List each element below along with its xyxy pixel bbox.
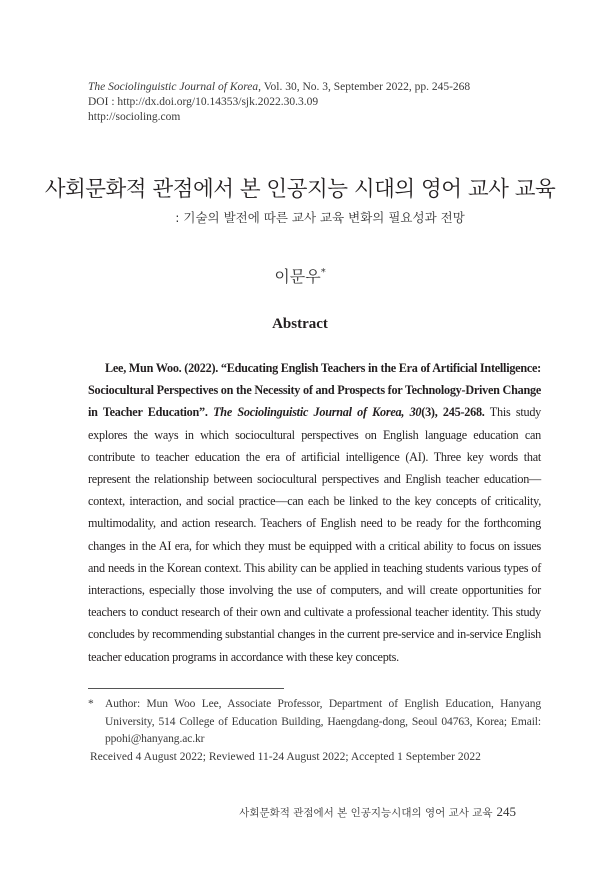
volume-info: , Vol. 30, No. 3, September 2022, pp. 245-268	[258, 81, 471, 93]
received-dates: Received 4 August 2022; Reviewed 11-24 August 2022; Accepted 1 September 2022	[90, 751, 481, 763]
journal-name: The Sociolinguistic Journal of Korea	[88, 81, 259, 93]
doi[interactable]: DOI : http://dx.doi.org/10.14353/sjk.2022.30.3.09	[88, 96, 319, 108]
abstract-text: This study explores the ways in which sociocultural perspectives on English language education can contribute to teacher education the era of artificial intelligence (AI). Three key words that represent the relationship between sociocultural perspectives and English teacher education—context, interaction, and social practice—can each be linked to the key concepts of criticality, multimodality, and action research. Teachers of English need to be ready for the forthcoming changes in the AI era, for which they must be equipped with a critical ability to focus on issues and needs in the Korean context. This ability can be applied in teaching students various types of interactions, especially those involving the use of computers, and will create opportunities for teachers to conduct research of their own and cultivate a professional teacher identity. This study concludes by recommending substantial changes in the current pre-service and in-service English teacher education programs in accordance with these key concepts.	[88, 405, 542, 664]
abstract-body	[88, 357, 541, 668]
journal-url[interactable]: http://socioling.com	[88, 111, 181, 123]
page-number: 245	[496, 804, 516, 819]
author	[0, 264, 600, 287]
abstract-heading: Abstract	[272, 316, 328, 332]
footnote-divider	[88, 688, 284, 689]
paper-title: 사회문화적 관점에서 본 인공지능 시대의 영어 교사 교육	[44, 177, 556, 202]
running-footer	[239, 804, 516, 820]
abstract-citation: Lee, Mun Woo. (2022). “Educating English Teachers in the Era of Artificial Intelligence: Sociocultural Perspectives on the Necessity of and Prospects for Technology-Driven Change in Teacher Education”.	[88, 361, 541, 420]
author-footnote	[88, 696, 541, 749]
abstract-issue-pages: (3), 245-268.	[421, 405, 485, 420]
author-name: 이문우	[274, 267, 321, 286]
running-title: 사회문화적 관점에서 본 인공지능시대의 영어 교사 교육	[239, 807, 493, 819]
footnote-text: Author: Mun Woo Lee, Associate Professor, Department of English Education, Hanyang University, 514 College of Education Building, Haengdang-dong, Seoul 04763, Korea; Email: ppohi@hanyang.ac.kr	[105, 698, 541, 745]
journal-citation	[88, 80, 528, 95]
footnote-mark: *	[88, 698, 94, 710]
journal-header	[88, 80, 528, 125]
author-footnote-mark: *	[320, 267, 326, 278]
paper-subtitle: : 기술의 발전에 따른 교사 교육 변화의 필요성과 전망	[175, 210, 465, 225]
abstract-journal: The Sociolinguistic Journal of Korea, 30	[213, 405, 422, 420]
